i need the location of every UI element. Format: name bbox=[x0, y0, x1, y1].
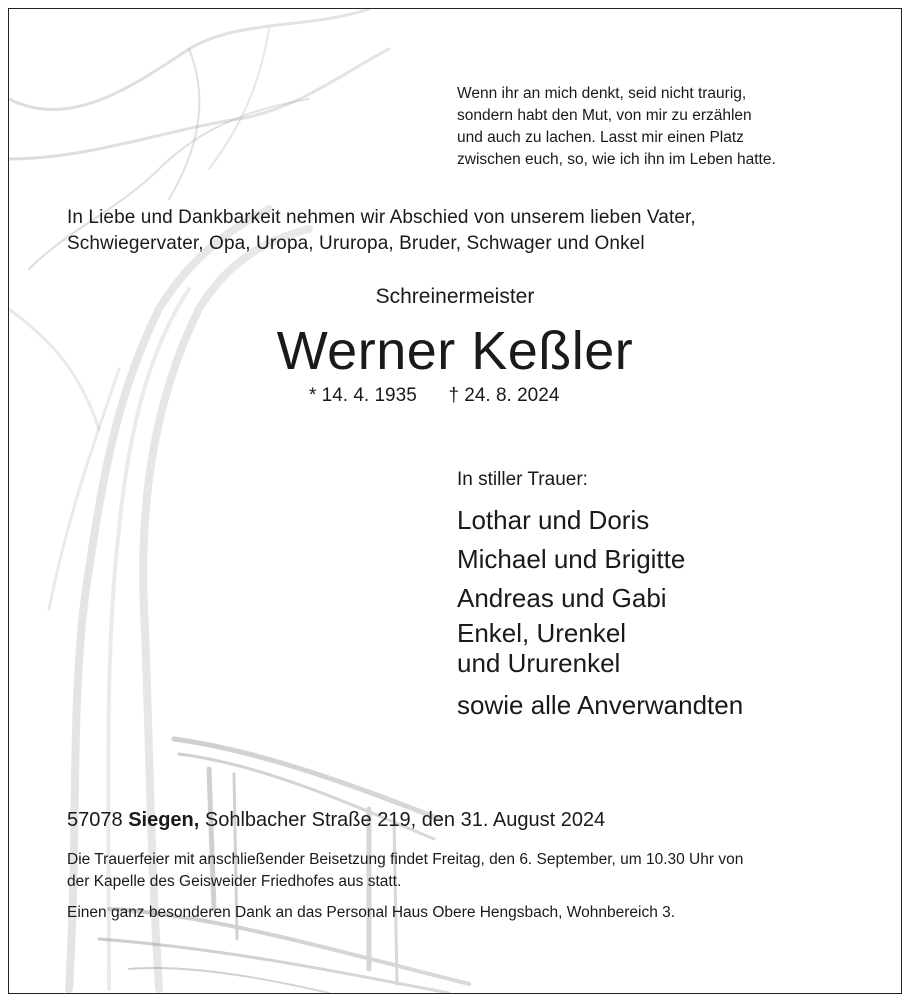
postal-code: 57078 bbox=[67, 809, 123, 831]
address-line bbox=[67, 809, 605, 832]
mourner: Michael und Brigitte bbox=[457, 544, 686, 574]
intro-text bbox=[67, 205, 696, 257]
thanks-note: Einen ganz besonderen Dank an das Personal Haus Obere Hengsbach, Wohnbereich 3. bbox=[67, 904, 676, 921]
obituary-card bbox=[8, 8, 902, 994]
mourner: Lothar und Doris bbox=[457, 505, 650, 535]
mourner: und Ururenkel bbox=[457, 648, 621, 678]
mourning-label: In stiller Trauer: bbox=[457, 469, 588, 490]
intro-line: Schwiegervater, Opa, Uropa, Ururopa, Bruder, Schwager und Onkel bbox=[67, 233, 645, 254]
poem-line: Wenn ihr an mich denkt, seid nicht traurig, bbox=[457, 85, 747, 102]
death-date: † 24. 8. 2024 bbox=[448, 385, 560, 406]
street-date: Sohlbacher Straße 219, den 31. August 2024 bbox=[204, 809, 606, 831]
mourner: sowie alle Anverwandten bbox=[457, 690, 744, 720]
ceremony-line: der Kapelle des Geisweider Friedhofes aus statt. bbox=[67, 873, 402, 890]
poem bbox=[457, 83, 776, 171]
mourners-list bbox=[457, 501, 743, 725]
city: Siegen, bbox=[128, 809, 200, 831]
deceased-name: Werner Keßler bbox=[276, 321, 634, 381]
poem-line: sondern habt den Mut, von mir zu erzählen bbox=[457, 107, 752, 124]
profession: Schreinermeister bbox=[375, 285, 535, 308]
mourner: Enkel, Urenkel bbox=[457, 618, 627, 648]
life-dates bbox=[309, 385, 559, 407]
poem-line: zwischen euch, so, wie ich ihn im Leben hatte. bbox=[457, 151, 776, 168]
ceremony-line: Die Trauerfeier mit anschließender Beisetzung findet Freitag, den 6. September, um 10.30 Uhr von bbox=[67, 851, 744, 868]
birth-date: * 14. 4. 1935 bbox=[309, 385, 417, 406]
poem-line: und auch zu lachen. Lasst mir einen Platz bbox=[457, 129, 744, 146]
intro-line: In Liebe und Dankbarkeit nehmen wir Abschied von unserem lieben Vater, bbox=[67, 207, 696, 228]
ceremony-notice bbox=[67, 849, 857, 893]
mourner: Andreas und Gabi bbox=[457, 583, 667, 613]
